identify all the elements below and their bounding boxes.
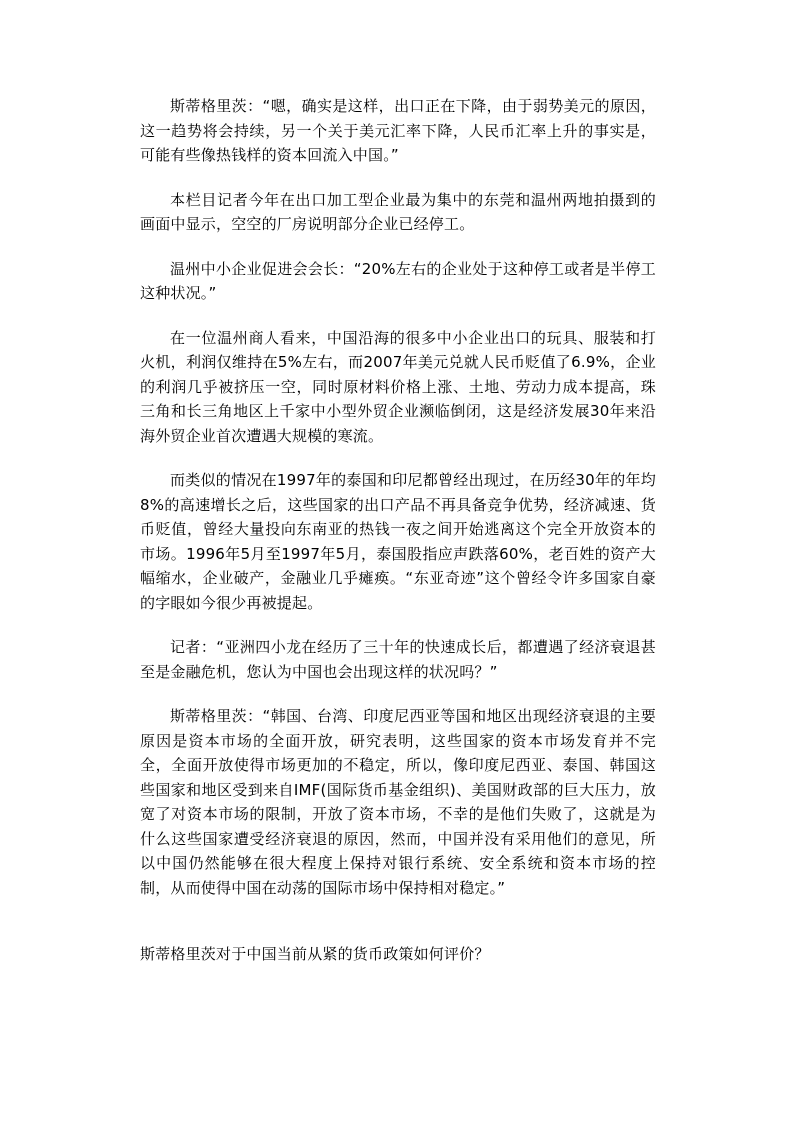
paragraph-reporter-factories: 本栏目记者今年在出口加工型企业最为集中的东莞和温州两地拍摄到的画面中显示，空空的厂房说明部分企业已经停工。 (140, 190, 656, 233)
paragraph-reporter-question: 记者：“亚洲四小龙在经历了三十年的快速成长后，都遭遇了经济衰退甚至是金融危机，您认为中国也会出现这样的状况吗？” (140, 638, 656, 681)
paragraph-wenzhou-association: 温州中小企业促进会会长：“20%左右的企业处于这种停工或者是半停工这种状况。” (140, 259, 656, 302)
paragraph-stiglitz-export-decline: 斯蒂格里茨：“嗯，确实是这样，出口正在下降，由于弱势美元的原因，这一趋势将会持续，另一个关于美元汇率下降，人民币汇率上升的事实是，可能有些像热钱样的资本回流入中国。” (140, 97, 656, 164)
paragraph-1997-crisis: 而类似的情况在1997年的泰国和印尼都曾经出现过，在历经30年的年均8%的高速增长之后，这些国家的出口产品不再具备竞争优势，经济减速、货币贬值，曾经大量投向东南亚的热钱一夜之间开始逃离这个完全开放资本的市场。1996年5月至1997年5月，泰国股指应声跌落60%，老百姓的资产大幅缩水，企业破产，金融业几乎瘫痪。“东亚奇迹”这个曾经令许多国家自豪的字眼如今很少再被提起。 (140, 471, 656, 612)
paragraph-wenzhou-merchant: 在一位温州商人看来，中国沿海的很多中小企业出口的玩具、服装和打火机，利润仅维持在5%左右，而2007年美元兑就人民币贬值了6.9%，企业的利润几乎被挤压一空，同时原材料价格上涨、土地、劳动力成本提高，珠三角和长三角地区上千家中小型外贸企业濒临倒闭，这是经济发展30年来沿海外贸企业首次遭遇大规模的寒流。 (140, 328, 656, 445)
paragraph-stiglitz-answer: 斯蒂格里茨：“韩国、台湾、印度尼西亚等国和地区出现经济衰退的主要原因是资本市场的全面开放，研究表明，这些国家的资本市场发育并不完全，全面开放使得市场更加的不稳定，所以，像印度尼西亚、泰国、韩国这些国家和地区受到来自IMF(国际货币基金组织)、美国财政部的巨大压力，放宽了对资本市场的限制，开放了资本市场，不幸的是他们失败了，这就是为什么这些国家遭受经济衰退的原因，然而，中国并没有采用他们的意见，所以中国仍然能够在很大程度上保持对银行系统、安全系统和资本市场的控制，从而使得中国在动荡的国际市场中保持相对稳定。” (140, 707, 656, 897)
section-question: 斯蒂格里茨对于中国当前从紧的货币政策如何评价？ (140, 945, 490, 963)
article-body (140, 94, 656, 920)
